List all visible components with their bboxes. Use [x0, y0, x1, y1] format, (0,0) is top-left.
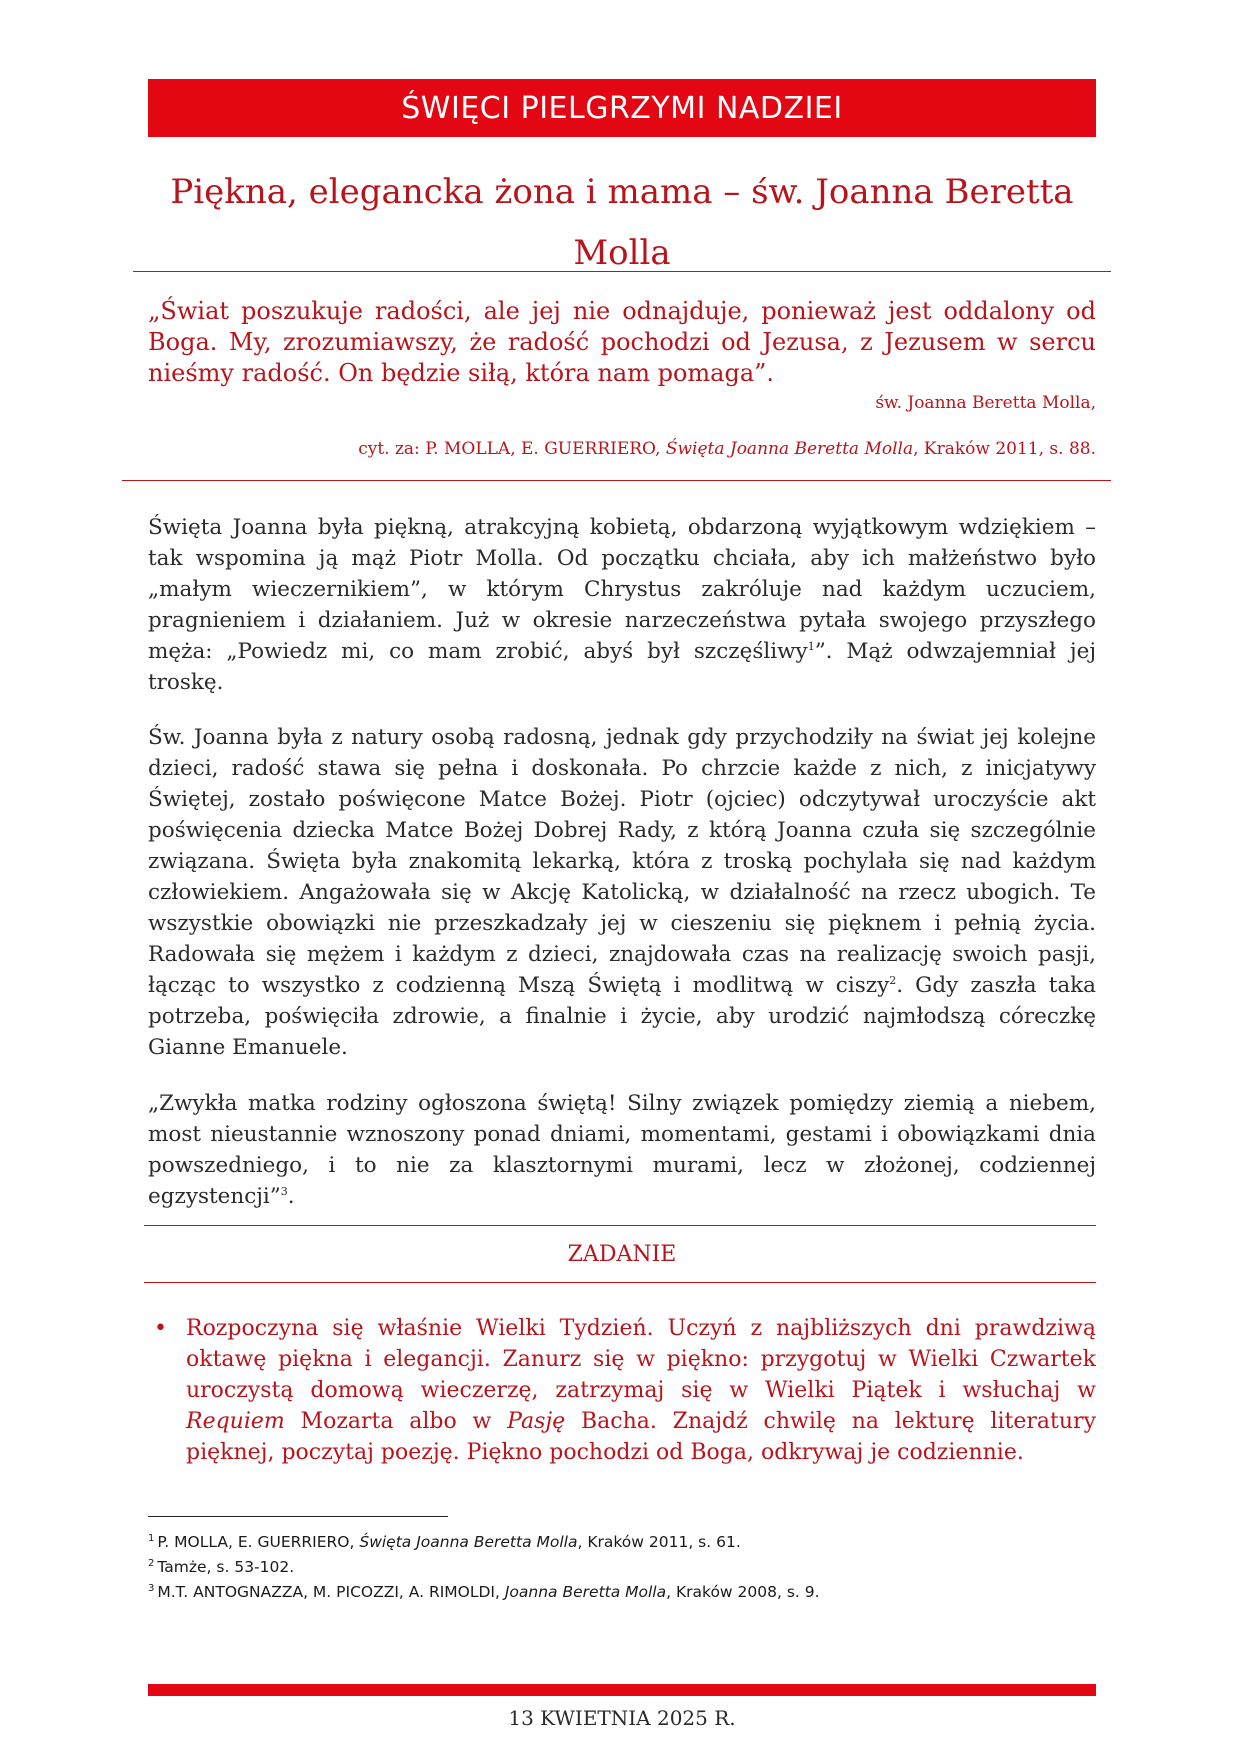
- paragraph-1: [148, 512, 1096, 698]
- footer-red-band: [148, 1684, 1096, 1696]
- footnote-1: [148, 1530, 1096, 1555]
- footnote-number: 3: [148, 1582, 155, 1594]
- divider-task-bottom: [144, 1282, 1096, 1283]
- footnote-title: Joanna Beretta Molla: [504, 1583, 667, 1601]
- footnote-title: Święta Joanna Beretta Molla: [359, 1533, 578, 1551]
- footnote-text: Tamże, s. 53-102.: [157, 1558, 295, 1576]
- footnote-text: P. MOLLA, E. GUERRIERO,: [157, 1533, 360, 1551]
- footnote-3: [148, 1580, 1096, 1605]
- divider-task-top: [144, 1225, 1096, 1226]
- paragraph-2: [148, 722, 1096, 1063]
- footnote-2: [148, 1555, 1096, 1580]
- bullet-icon: •: [154, 1316, 167, 1341]
- task-list: [148, 1313, 1096, 1468]
- task-text: Rozpoczyna się właśnie Wielki Tydzień. Uczyń z najbliższych dni prawdziwą oktawę piękna i elegancji. Zanurz się w piękno: przygotuj w Wielki Czwartek uroczystą domową wieczerzę, zatrzymaj się w Wielki Piątek i wsłuchaj w: [186, 1316, 1096, 1403]
- task-text-end: Bacha. Znajdź chwilę na lekturę literatury pięknej, poczytaj poezję. Piękno pochodzi od Boga, odkrywaj je codziennie.: [186, 1409, 1096, 1465]
- footer-date: 13 KWIETNIA 2025 R.: [508, 1706, 736, 1730]
- paragraph-1-text-end: ”. Mąż odwzajemniał jej troskę.: [148, 639, 1096, 695]
- task-item: [148, 1313, 1096, 1468]
- paragraph-2-text: Św. Joanna była z natury osobą radosną, jednak gdy przychodziły na świat jej kolejne dzieci, radość stawa się pełna i doskonała. Po chrzcie każde z nich, z inicjatywy Świętej, zostało poświęcone Matce Bożej. Piotr (ojciec) odczytywał uroczyście akt poświęcenia dziecka Matce Bożej Dobrej Rady, z którą Joanna czuła się szczególnie związana. Święta była znakomitą lekarką, która z troską pochylała się nad każdym człowiekiem. Angażowała się w Akcję Katolicką, w działalność na rzecz ubogich. Te wszystkie obowiązki nie przeszkadzały jej w cieszeniu się pięknem i pełnią życia. Radowała się mężem i każdym z dzieci, znajdowała czas na realizację swoich pasji, łącząc to wszystko z codzienną Mszą Świętą i modlitwą w ciszy: [148, 725, 1096, 998]
- footnote-suffix: , Kraków 2011, s. 61.: [577, 1533, 741, 1551]
- paragraph-3: [148, 1088, 1096, 1212]
- footnotes: [148, 1530, 1096, 1605]
- footnote-number: 2: [148, 1557, 155, 1569]
- footnote-separator: [148, 1516, 448, 1517]
- quote-source: [148, 439, 1096, 459]
- divider-quote-bottom: [122, 480, 1111, 481]
- quote-author: św. Joanna Beretta Molla,: [875, 393, 1096, 413]
- task-text-mid: Mozarta albo w: [284, 1409, 508, 1434]
- task-text-pasje: Pasję: [507, 1409, 566, 1434]
- footnote-suffix: , Kraków 2008, s. 9.: [666, 1583, 820, 1601]
- page-title: Piękna, elegancka żona i mama – św. Joanna Beretta Molla: [170, 172, 1074, 273]
- footnote-ref-2: 2: [889, 973, 897, 987]
- task-heading: ZADANIE: [567, 1242, 677, 1267]
- divider-top: [133, 271, 1111, 272]
- footnote-ref-1: 1: [807, 639, 815, 653]
- paragraph-1-text: Święta Joanna była piękną, atrakcyjną kobietą, obdarzoną wyjątkowym wdziękiem – tak wspomina ją mąż Piotr Molla. Od początku chciała, aby ich małżeństwo było „małym wieczernikiem”, w którym Chrystus zakróluje nad każdym uczuciem, pragnieniem i działaniem. Już w okresie narzeczeństwa pytała swojego przyszłego męża: „Powiedz mi, co mam zrobić, abyś był szczęśliwy: [148, 515, 1096, 664]
- paragraph-3-text: „Zwykła matka rodziny ogłoszona świętą! Silny związek pomiędzy ziemią a niebem, most nieustannie wznoszony ponad dniami, momentami, gestami i obowiązkami dnia powszedniego, i to nie za klasztornymi murami, lecz w złożonej, codziennej egzystencji”: [148, 1091, 1096, 1209]
- footnote-ref-3: 3: [280, 1184, 288, 1198]
- quote-text: „Świat poszukuje radości, ale jej nie odnajduje, ponieważ jest oddalony od Boga. My, zrozumiawszy, że radość pochodzi od Jezusa, z Jezusem w sercu nieśmy radość. On będzie siłą, która nam pomaga”.: [148, 297, 1096, 387]
- task-text-requiem: Requiem: [186, 1409, 285, 1434]
- series-title: ŚWIĘCI PIELGRZYMI NADZIEI: [401, 90, 843, 126]
- paragraph-2-text-end: . Gdy zaszła taka potrzeba, poświęciła zdrowie, a finalnie i życie, aby urodzić najmłodszą córeczkę Gianne Emanuele.: [148, 973, 1096, 1060]
- footnote-number: 1: [148, 1532, 155, 1544]
- paragraph-3-text-end: .: [287, 1184, 295, 1209]
- quote-source-prefix: cyt. za: P. MOLLA, E. GUERRIERO,: [358, 439, 666, 459]
- footnote-text: M.T. ANTOGNAZZA, M. PICOZZI, A. RIMOLDI,: [157, 1583, 505, 1601]
- series-title-banner: [148, 79, 1096, 137]
- quote-source-suffix: , Kraków 2011, s. 88.: [913, 439, 1096, 459]
- quote-source-title: Święta Joanna Beretta Molla: [665, 439, 914, 459]
